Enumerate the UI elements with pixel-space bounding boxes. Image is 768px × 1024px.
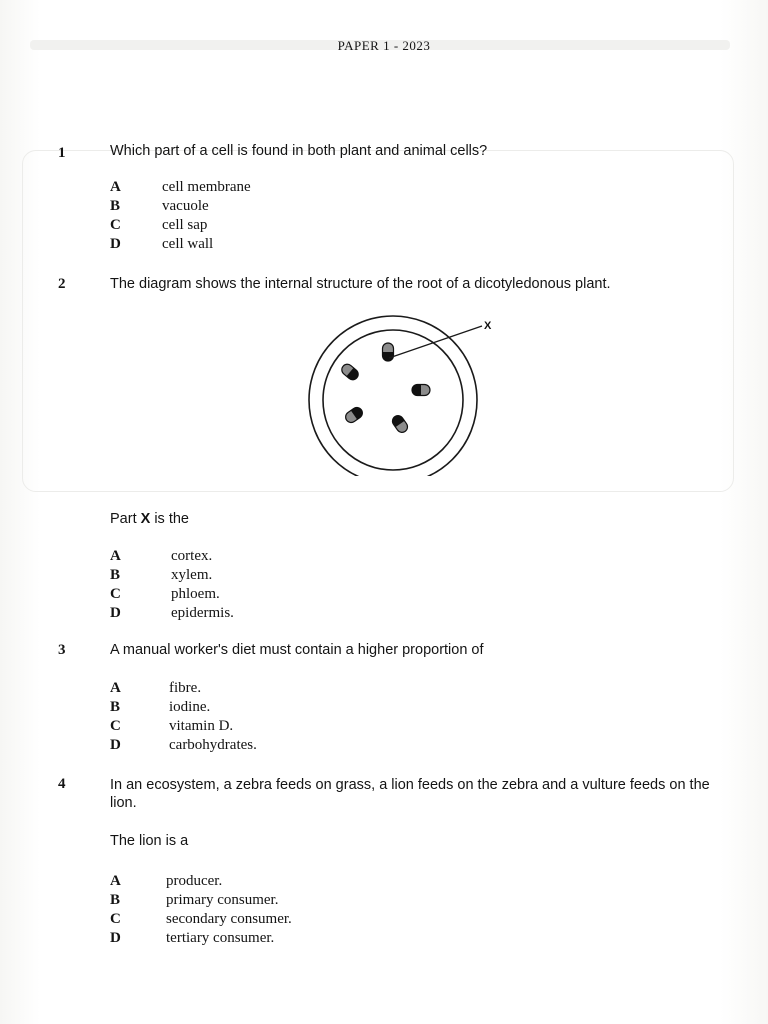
- option-letter: A: [110, 873, 121, 889]
- option-letter: B: [110, 567, 121, 583]
- option-text: cortex.: [171, 548, 213, 564]
- option-letter: D: [110, 930, 121, 946]
- vascular-bundle: [390, 413, 409, 434]
- option-letter: C: [110, 911, 121, 927]
- question-text: The diagram shows the internal structure of the root of a dicotyledonous plant.: [110, 276, 611, 292]
- question-number: 4: [58, 776, 66, 792]
- question-stem: The lion is a: [110, 833, 189, 849]
- option-text: vacuole: [162, 198, 209, 214]
- option-text: cell membrane: [162, 179, 251, 195]
- option-text: secondary consumer.: [166, 911, 292, 927]
- question-stem: [110, 511, 189, 527]
- root-cross-section-diagram: [290, 306, 520, 476]
- question-text: In an ecosystem, a zebra feeds on grass, a lion feeds on the zebra and a vulture feeds on the lion.: [110, 777, 710, 811]
- option-text: tertiary consumer.: [166, 930, 275, 946]
- question-number: 1: [58, 145, 66, 161]
- option-letter: D: [110, 236, 121, 252]
- option-text: iodine.: [169, 699, 211, 715]
- option-text: primary consumer.: [166, 892, 279, 908]
- stem-suffix: is the: [150, 511, 189, 527]
- paper-header: PAPER 1 - 2023: [337, 38, 431, 53]
- question-number: 2: [58, 276, 66, 292]
- option-text: cell wall: [162, 236, 214, 252]
- question-text: A manual worker's diet must contain a higher proportion of: [110, 642, 484, 658]
- epidermis-outer-circle: [309, 316, 477, 476]
- option-letter: D: [110, 737, 121, 753]
- stem-bold-label: X: [140, 511, 151, 527]
- label-x: X: [484, 320, 492, 332]
- option-letter: B: [110, 892, 121, 908]
- option-letter: C: [110, 586, 121, 602]
- option-text: carbohydrates.: [169, 737, 257, 753]
- option-text: phloem.: [171, 586, 220, 602]
- option-text: fibre.: [169, 680, 202, 696]
- question-text: Which part of a cell is found in both plant and animal cells?: [110, 143, 488, 159]
- stem-prefix: Part: [110, 511, 141, 527]
- option-letter: A: [110, 680, 121, 696]
- option-letter: A: [110, 548, 121, 564]
- option-letter: B: [110, 198, 121, 214]
- option-text: xylem.: [171, 567, 213, 583]
- option-letter: B: [110, 699, 121, 715]
- option-letter: D: [110, 605, 121, 621]
- option-letter: C: [110, 217, 121, 233]
- vascular-bundle: [383, 343, 394, 361]
- option-letter: A: [110, 179, 121, 195]
- vascular-bundle: [340, 362, 361, 382]
- option-letter: C: [110, 718, 121, 734]
- option-text: vitamin D.: [169, 718, 234, 734]
- question-number: 3: [58, 642, 66, 658]
- option-text: producer.: [166, 873, 223, 889]
- vascular-bundle: [343, 405, 364, 424]
- vascular-bundle: [412, 385, 430, 396]
- option-text: epidermis.: [171, 605, 234, 621]
- option-text: cell sap: [162, 217, 208, 233]
